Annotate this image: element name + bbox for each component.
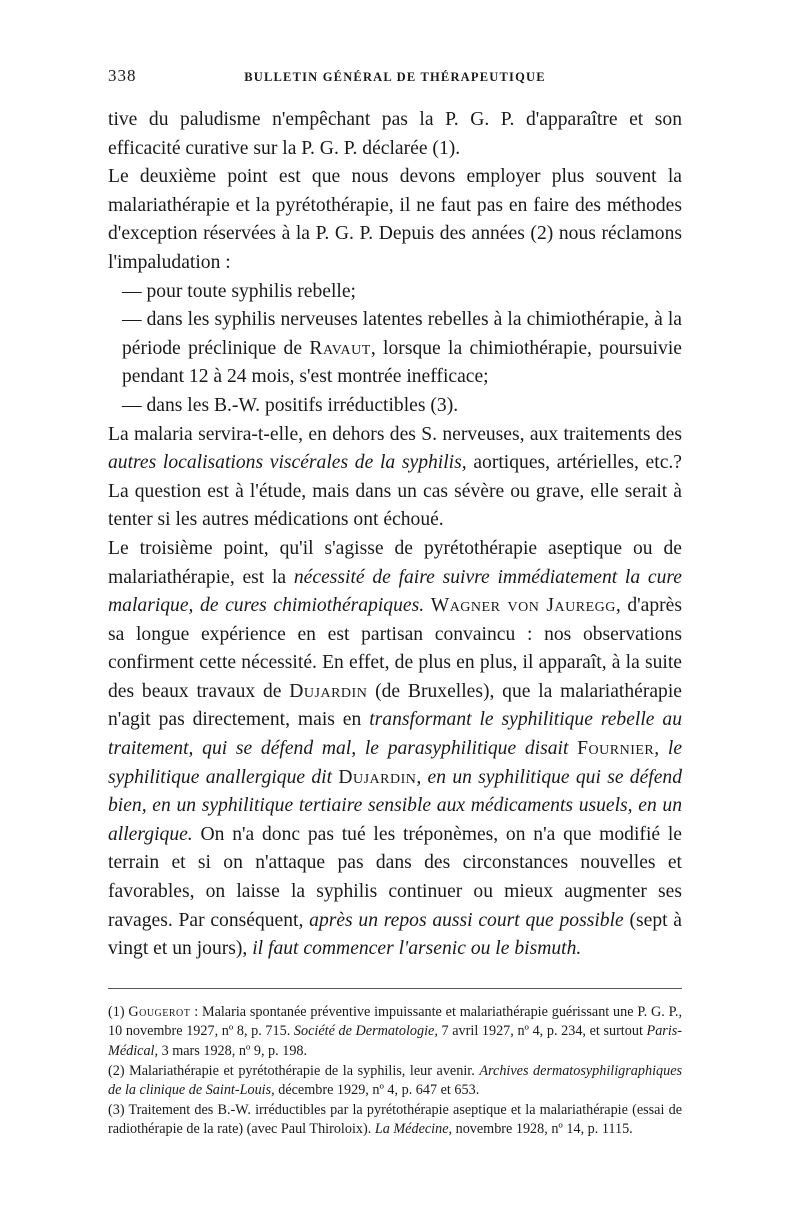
list-item — [108, 306, 682, 392]
italic-span: Archives dermatosyphiligraphiques de la clinique de Saint-Louis, — [108, 1062, 683, 1099]
italic-span: , le syphilitique anallergique dit — [108, 738, 683, 788]
paragraph-4 — [108, 535, 682, 964]
main-text — [108, 106, 682, 964]
text-span: (2) Malariathérapie et pyrétothérapie de la syphilis, leur avenir. — [108, 1062, 475, 1079]
author-name: Ravaut — [309, 337, 371, 359]
footnote-separator — [108, 988, 682, 989]
paragraph-1: tive du paludisme n'empêchant pas la P. G. P. d'apparaître et son efficacité curative sur la P. G. P. déclarée (1). — [108, 109, 682, 159]
footnotes — [108, 1003, 682, 1140]
author-name: Gougerot — [128, 1003, 191, 1020]
footnote-1 — [108, 1003, 682, 1062]
running-title: BULLETIN GÉNÉRAL DE THÉRAPEUTIQUE — [244, 70, 546, 84]
text-span: (3) Traitement des B.-W. irréductibles par la pyrétothérapie aseptique et la malariathérapie (essai de radiothérapie de la rate) (avec Paul Thiroloix). — [108, 1101, 682, 1138]
text-span: 7 avril 1927, nº 4, p. 234, et surtout — [441, 1023, 643, 1040]
text-span: aortiques, artérielles, etc.? La question est à l'étude, mais dans un cas sévère ou grave, elle serait à tenter si les autres médications ont échoué. — [108, 452, 682, 531]
text-span: décembre 1929, nº 4, p. 647 et 653. — [278, 1082, 480, 1099]
italic-span: autres localisations viscérales de la syphilis, — [108, 452, 467, 474]
footnote-2 — [108, 1062, 682, 1101]
list-item: — dans les B.-W. positifs irréductibles (3). — [122, 394, 459, 416]
page-header — [108, 66, 682, 86]
footnote-3 — [108, 1101, 682, 1140]
text-span: (de Bruxelles), que la malariathérapie n'agit pas directement, mais en — [108, 680, 682, 731]
text-span: — dans les syphilis nerveuses latentes rebelles à la chimiothérapie, à la période préclinique de — [122, 309, 682, 359]
italic-span: nécessité de faire suivre immédiatement la cure malarique, de cures chimiothérapiques. — [108, 566, 682, 617]
text-span: 3 mars 1928, nº 9, p. 198. — [161, 1043, 308, 1059]
author-name: Dujardin — [289, 680, 368, 702]
page-number: 338 — [108, 66, 137, 85]
list-item: — pour toute syphilis rebelle; — [122, 280, 356, 302]
italic-span: après un repos aussi court que possible — [309, 909, 624, 931]
text-span: Le troisième point, qu'il s'agisse de pyrétothérapie aseptique ou de malariathérapie, est la — [108, 537, 682, 588]
paragraph-2: Le deuxième point est que nous devons employer plus souvent la malariathérapie et la pyrétothérapie, il ne faut pas en faire des méthodes d'exception réservées à la P. G. P. Depuis des années (2) nous réclamons l'impaludation : — [108, 166, 682, 273]
author-name: Dujardin — [338, 766, 417, 788]
author-name: Fournier — [577, 738, 655, 760]
text-span: On n'a donc pas tué les tréponèmes, on n'a que modifié le terrain et si on n'attaque pas dans des circonstances nouvelles et favorables, on laisse la syphilis continuer ou mieux augmenter ses ravages. Par conséquent, — [108, 823, 682, 931]
text-span: novembre 1928, nº 14, p. 1115. — [455, 1121, 633, 1138]
text-span: (1) — [108, 1003, 125, 1020]
text-span: : Malaria spontanée préventive impuissante et malariathérapie guérissant une P. G. P., 10 novembre 1927, nº 8, p. 715. — [108, 1003, 683, 1040]
author-name: Wagner von Jauregg — [430, 595, 616, 617]
italic-span: transformant le syphilitique rebelle au traitement, qui se défend mal, le parasyphilitique disait — [108, 709, 682, 760]
text-span: (sept à vingt et un jours), — [108, 909, 682, 960]
text-span: , lorsque la chimiothérapie, poursuivie pendant 12 à 24 mois, s'est montrée inefficace; — [122, 337, 682, 388]
italic-span: La Médecine, — [374, 1121, 453, 1138]
italic-span: , en un syphilitique qui se défend bien, en un syphilitique tertiaire sensible aux médicaments usuels, en un allergique. — [108, 766, 683, 845]
italic-span: il faut commencer l'arsenic ou le bismuth. — [252, 938, 582, 960]
page — [108, 66, 682, 1140]
text-span: , d'après sa longue expérience en est partisan convaincu : nos observations confirment cette nécessité. En effet, de plus en plus, il apparaît, à la suite des beaux travaux de — [108, 595, 682, 702]
text-span: La malaria servira-t-elle, en dehors des S. nerveuses, aux traitements des — [108, 423, 682, 445]
paragraph-3 — [108, 421, 682, 535]
italic-span: Société de Dermatologie, — [293, 1023, 438, 1040]
italic-span: Paris-Médical, — [108, 1023, 682, 1059]
